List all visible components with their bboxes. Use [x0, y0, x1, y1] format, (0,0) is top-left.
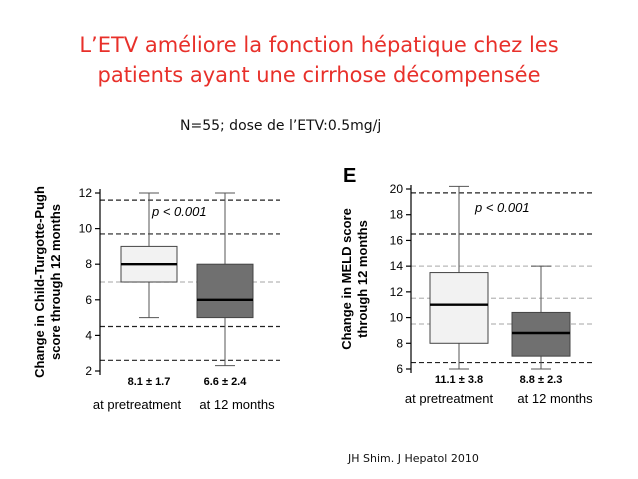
x-category-label: at 12 months	[517, 391, 593, 406]
x-category-label: at pretreatment	[404, 391, 494, 406]
x-category-label: at 12 months	[199, 397, 275, 412]
box-iqr	[430, 273, 488, 344]
y-tick-label: 14	[389, 259, 403, 274]
y-tick-label: 6	[396, 362, 403, 376]
citation: JH Shim. J Hepatol 2010	[348, 452, 479, 465]
y-tick-label: 6	[85, 292, 92, 307]
slide-title	[0, 30, 638, 90]
y-tick-label: 10	[389, 310, 403, 325]
mean-sd-label: 8.1 ± 1.7	[127, 376, 171, 388]
y-tick-label: 10	[78, 221, 92, 236]
y-axis-title-line1: Change in MELD score	[339, 208, 354, 350]
mean-sd-label: 6.6 ± 2.4	[203, 376, 247, 388]
meld-boxplot	[335, 160, 610, 415]
y-axis-title-line2: through 12 months	[355, 220, 370, 338]
x-category-label: at pretreatment	[92, 397, 182, 412]
y-tick-label: 12	[78, 186, 92, 200]
mean-sd-label: 8.8 ± 2.3	[519, 374, 563, 386]
box-iqr	[512, 312, 570, 356]
box-iqr	[197, 264, 253, 317]
y-tick-label: 16	[389, 233, 403, 248]
y-tick-label: 20	[389, 182, 403, 196]
y-tick-label: 18	[389, 207, 403, 222]
y-tick-label: 8	[85, 257, 92, 272]
child-pugh-boxplot	[30, 170, 290, 420]
slide-title-line2: patients ayant une cirrhose décompensée	[97, 63, 541, 87]
panel-label: E	[343, 165, 357, 187]
slide-subtitle: N=55; dose de l’ETV:0.5mg/j	[180, 118, 382, 134]
y-axis-title-line2: score through 12 months	[48, 203, 63, 361]
y-tick-label: 12	[389, 284, 403, 299]
p-value-annotation: p < 0.001	[475, 200, 530, 215]
mean-sd-label: 11.1 ± 3.8	[434, 374, 484, 386]
y-tick-label: 2	[85, 364, 92, 378]
y-tick-label: 8	[396, 336, 403, 351]
slide-title-line1: L’ETV améliore la fonction hépatique chez les	[79, 33, 559, 57]
y-tick-label: 4	[85, 328, 92, 343]
p-value-annotation: p < 0.001	[152, 204, 207, 219]
y-axis-title-line1: Change in Child-Turgotte-Pugh	[32, 186, 47, 378]
